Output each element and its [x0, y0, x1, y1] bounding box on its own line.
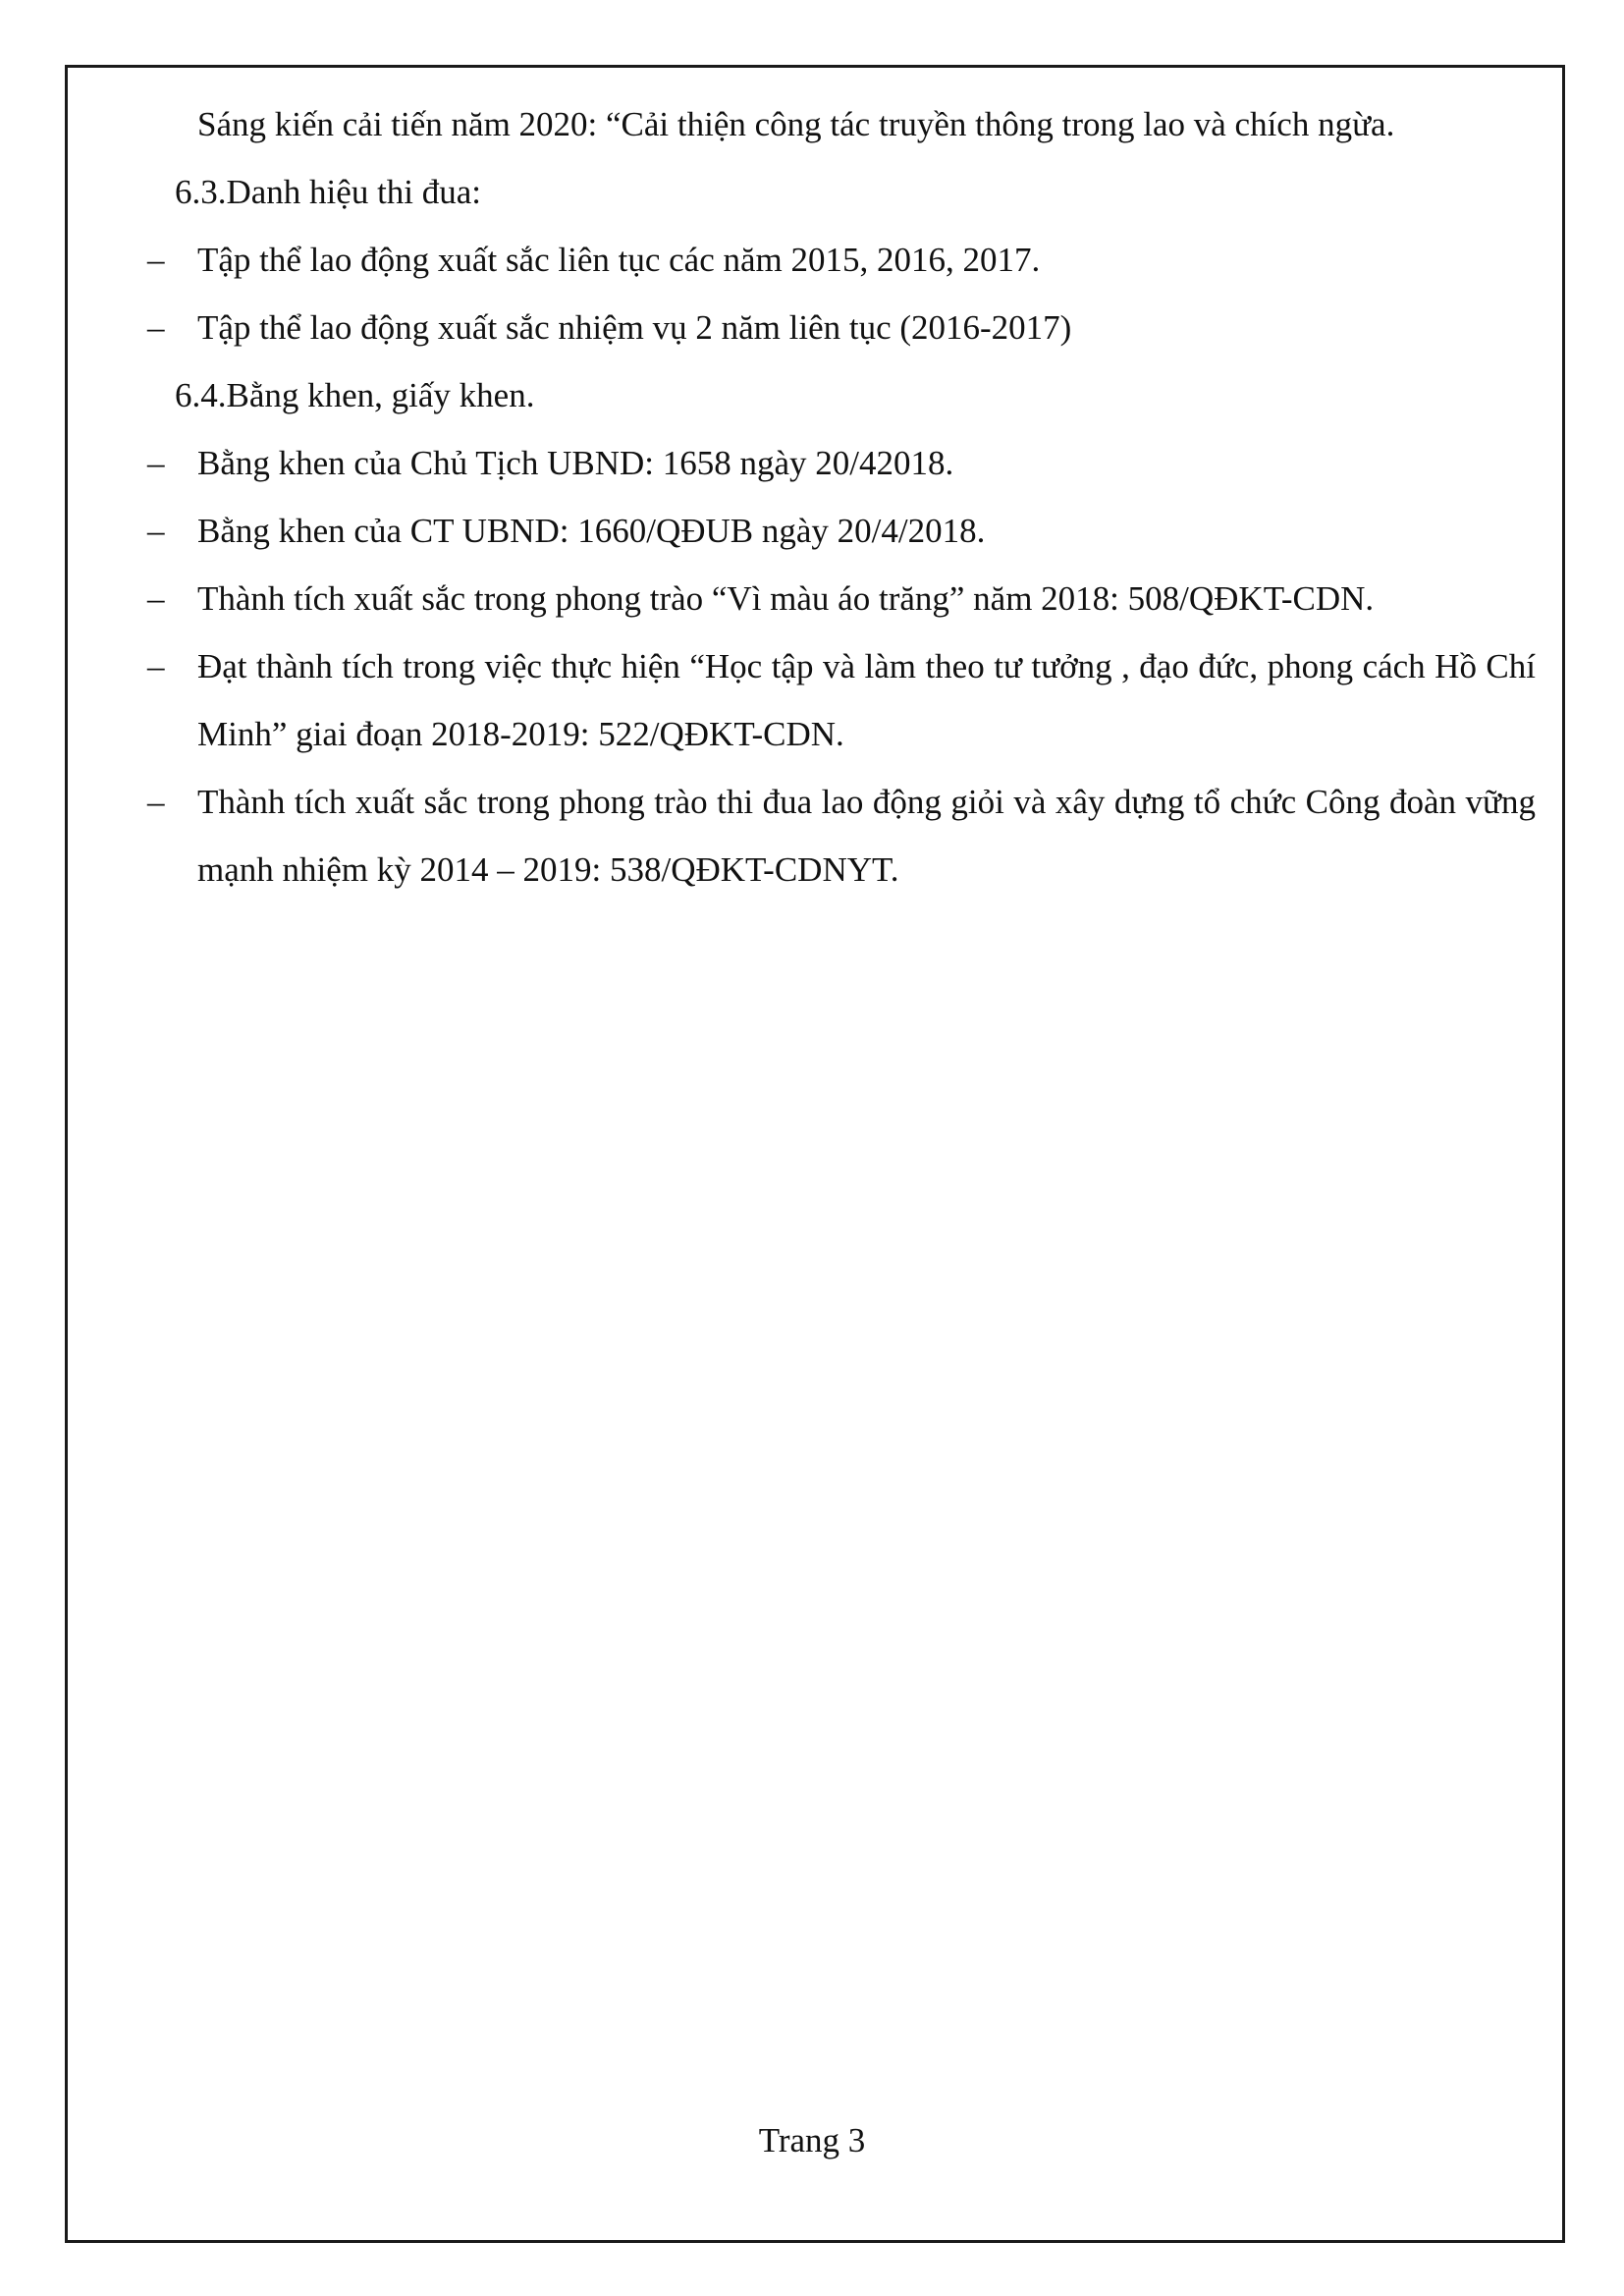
list-item — [147, 294, 1536, 361]
list-item-text: Bằng khen của CT UBND: 1660/QĐUB ngày 20/4/2018. — [197, 512, 986, 550]
list-item-text: Bằng khen của Chủ Tịch UBND: 1658 ngày 20/42018. — [197, 444, 954, 482]
dash-bullet-icon: – — [147, 241, 165, 279]
dash-bullet-icon: – — [147, 783, 165, 821]
list-item — [147, 429, 1536, 497]
list-item — [147, 565, 1536, 632]
page-content — [147, 90, 1536, 903]
list-item-text: Thành tích xuất sắc trong phong trào thi đua lao động giỏi và xây dựng tổ chức Công đoàn vững mạnh nhiệm kỳ 2014 – 2019: 538/QĐKT-CDNYT. — [197, 783, 1536, 889]
list-item — [147, 768, 1536, 903]
list-item-text: Thành tích xuất sắc trong phong trào “Vì màu áo trăng” năm 2018: 508/QĐKT-CDN. — [197, 579, 1375, 618]
page-number-footer: Trang 3 — [758, 2121, 866, 2159]
list-item-text: Tập thể lao động xuất sắc liên tục các năm 2015, 2016, 2017. — [197, 241, 1041, 279]
dash-bullet-icon: – — [147, 444, 165, 482]
dash-bullet-icon: – — [147, 647, 165, 685]
dash-bullet-icon: – — [147, 512, 165, 550]
list-item — [147, 497, 1536, 565]
section-heading-6-3: 6.3.Danh hiệu thi đua: — [175, 173, 482, 211]
intro-paragraph: Sáng kiến cải tiến năm 2020: “Cải thiện công tác truyền thông trong lao và chích ngừa. — [197, 105, 1395, 143]
list-item — [147, 226, 1536, 294]
list-item — [147, 632, 1536, 768]
dash-bullet-icon: – — [147, 579, 165, 618]
section-heading-6-4: 6.4.Bằng khen, giấy khen. — [175, 376, 535, 414]
list-item-text: Tập thể lao động xuất sắc nhiệm vụ 2 năm liên tục (2016-2017) — [197, 308, 1072, 347]
list-item-text: Đạt thành tích trong việc thực hiện “Học tập và làm theo tư tưởng , đạo đức, phong cách Hồ Chí Minh” giai đoạn 2018-2019: 522/QĐKT-CDN. — [197, 647, 1536, 753]
dash-bullet-icon: – — [147, 308, 165, 347]
